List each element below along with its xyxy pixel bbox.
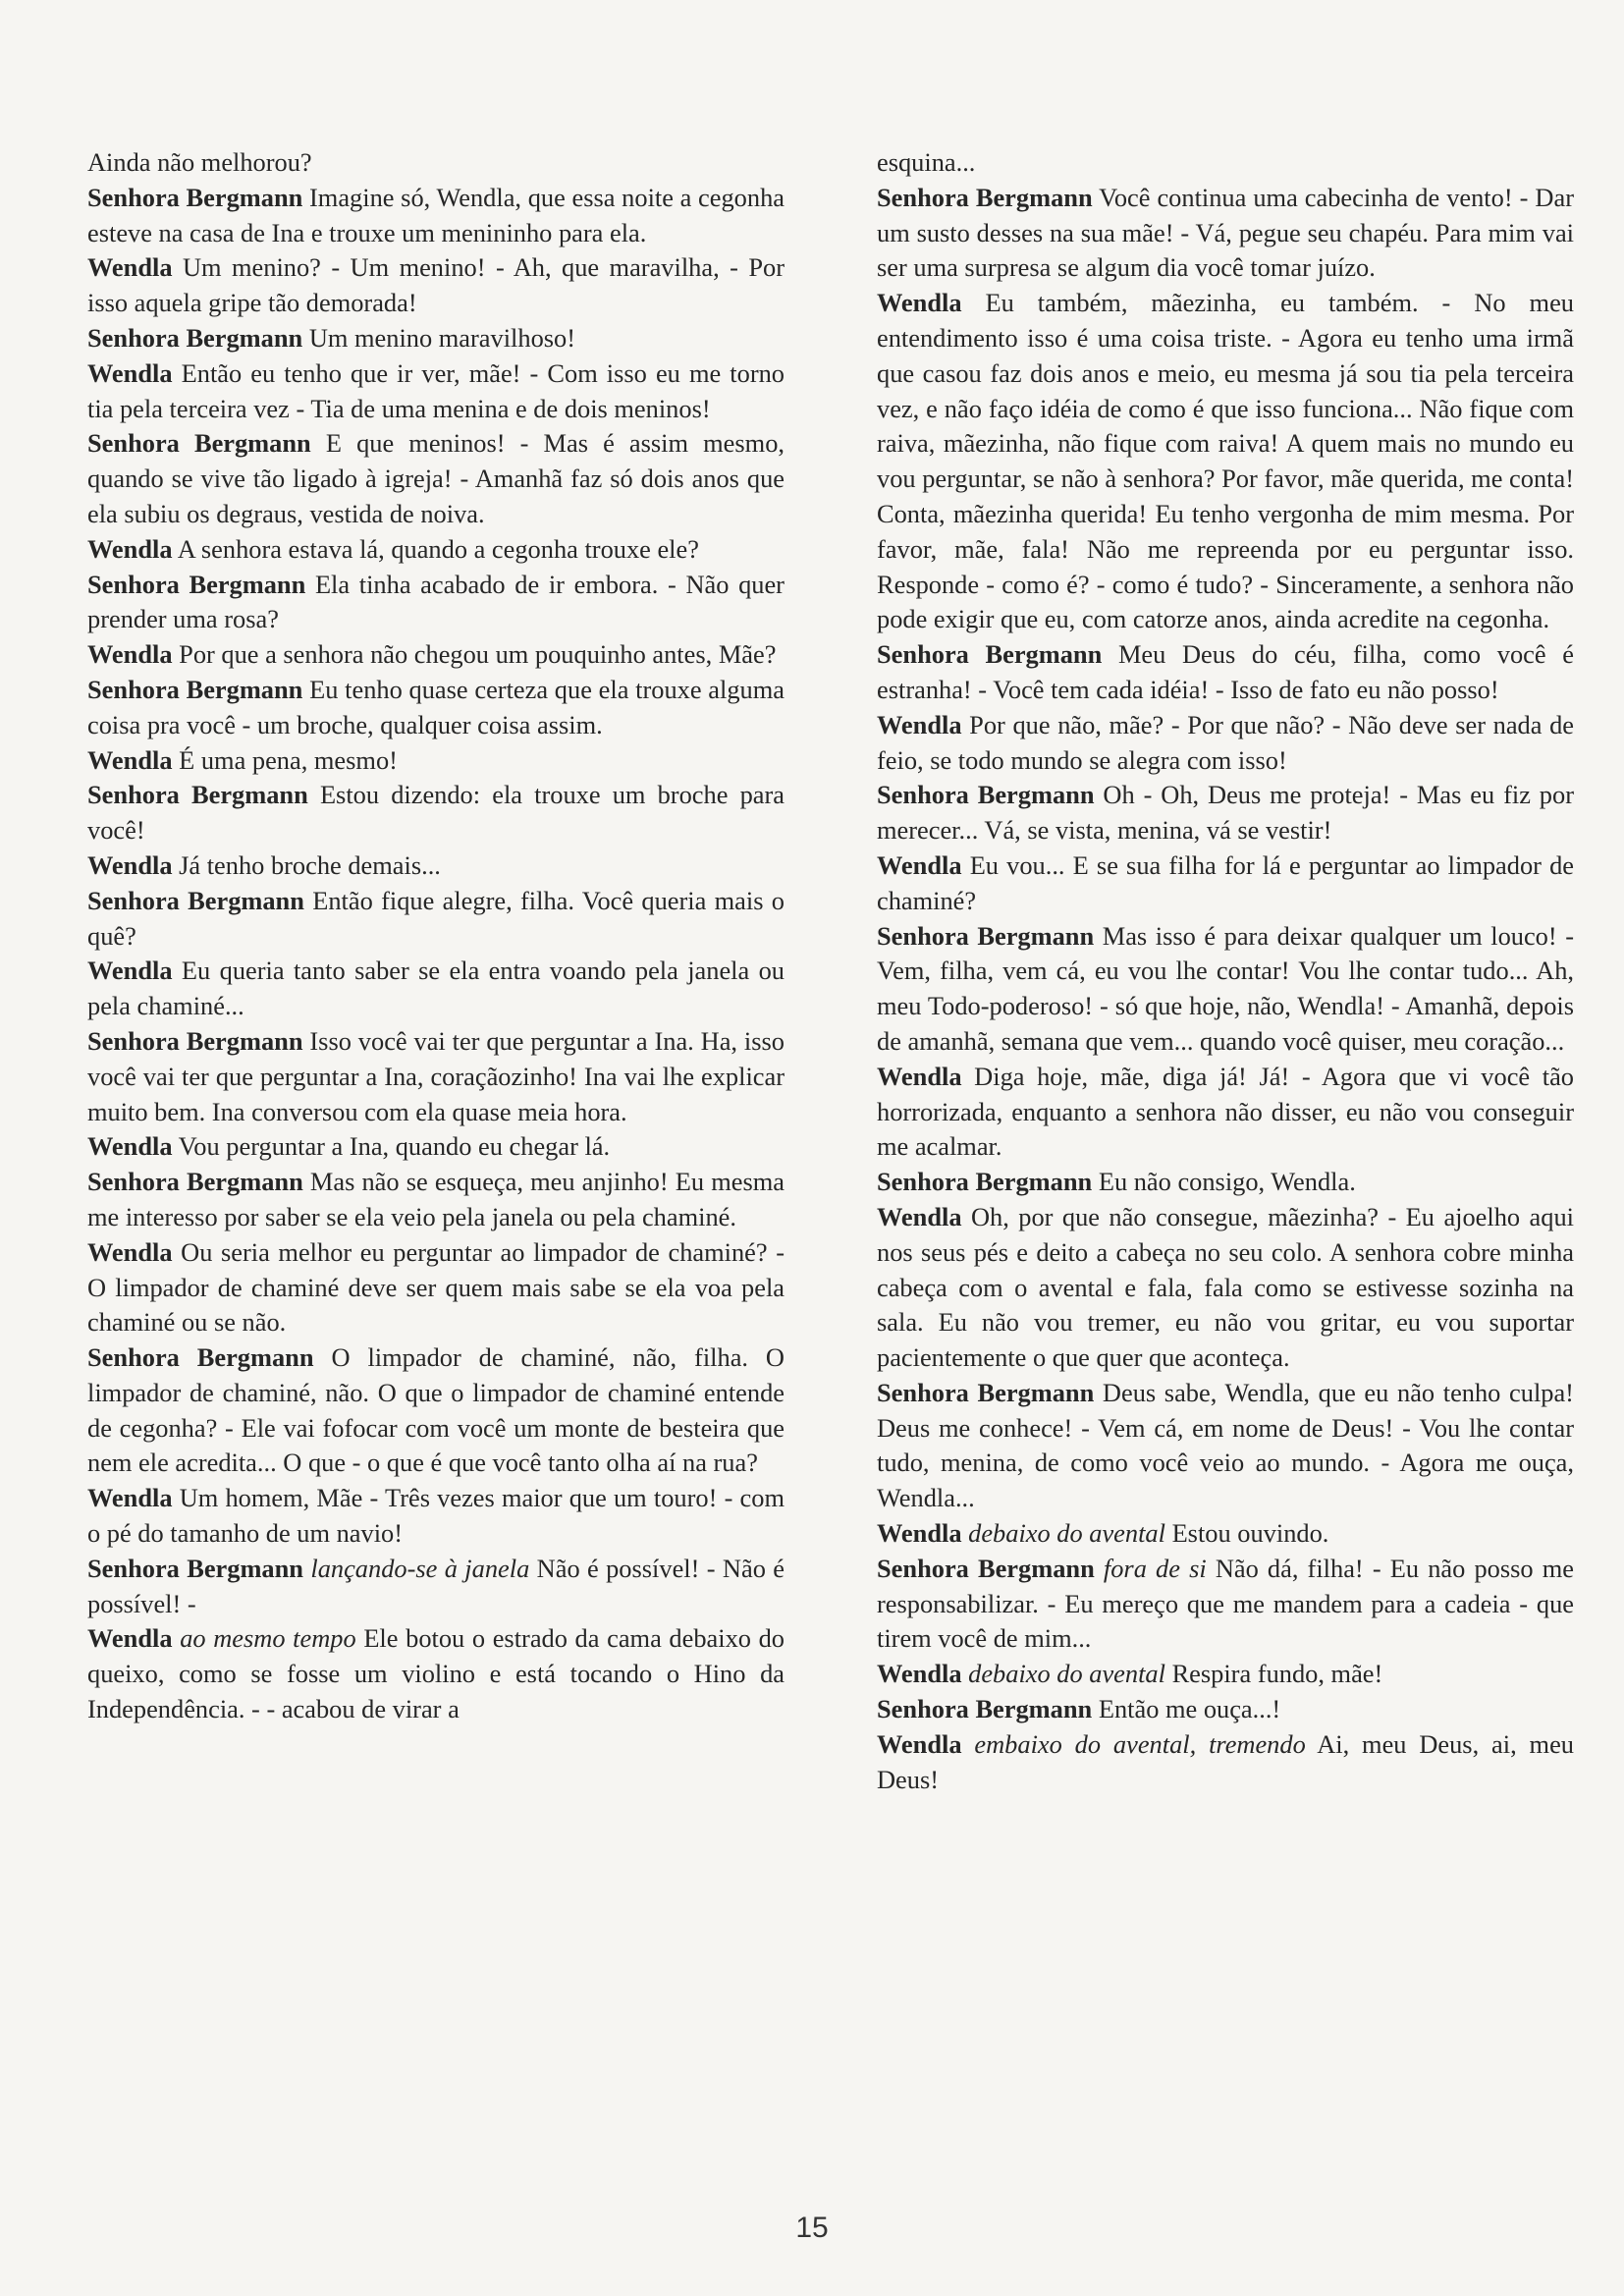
speaker-name: Wendla (877, 1201, 962, 1231)
dialogue-text: Ele botou o estrado da cama debaixo do queixo, como se fosse um violino e está tocando o Hino da Independência. - - acabou de virar a (87, 1623, 785, 1724)
speaker-name: Wendla (87, 1236, 173, 1267)
speaker-name: Wendla (87, 639, 173, 670)
speaker-name: Senhora Bergmann (87, 1025, 303, 1056)
stage-direction: embaixo do avental, tremendo (974, 1728, 1306, 1759)
dialogue-text: Mas isso é para deixar qualquer um louco! - Vem, filha, vem cá, eu vou lhe contar! Vou lhe contar tudo... Ah, meu Todo-poderoso! - só que hoje, não, Wendla! - Amanhã, depois de amanhã, semana que vem... quando você quiser, meu coração... (877, 920, 1574, 1056)
stage-direction: fora de si (1103, 1553, 1207, 1583)
speaker-name: Wendla (87, 956, 173, 986)
speaker-name: Wendla (877, 709, 962, 739)
dialogue-line (87, 954, 785, 1024)
speaker-name: Senhora Bergmann (87, 1342, 314, 1373)
speaker-name: Wendla (877, 1061, 962, 1091)
stage-direction: lançando-se à janela (310, 1553, 530, 1583)
dialogue-line (87, 145, 785, 181)
dialogue-line (877, 637, 1574, 708)
speaker-name: Wendla (877, 849, 962, 880)
dialogue-line (87, 356, 785, 427)
dialogue-text: Ela tinha acabado de ir embora. - Não quer prender uma rosa? (87, 569, 785, 634)
dialogue-line (877, 1727, 1574, 1798)
dialogue-text: esquina... (877, 147, 976, 177)
dialogue-text: Já tenho broche demais... (179, 849, 441, 880)
speaker-name: Senhora Bergmann (877, 1377, 1095, 1407)
dialogue-line (877, 1552, 1574, 1657)
speaker-name: Senhora Bergmann (87, 428, 311, 459)
stage-direction: ao mesmo tempo (180, 1623, 356, 1654)
speaker-name: Wendla (87, 252, 173, 283)
speaker-name: Wendla (87, 744, 173, 775)
dialogue-text: Isso você vai ter que perguntar a Ina. Ha, isso você vai ter que perguntar a Ina, coraçãozinho! Ina vai lhe explicar muito bem. Ina conversou com ela quase meia hora. (87, 1025, 785, 1126)
speaker-name: Wendla (87, 357, 173, 388)
page-number: 15 (795, 2212, 829, 2244)
right-column (877, 145, 1574, 1797)
dialogue-line (87, 778, 785, 848)
dialogue-text: Por que a senhora não chegou um pouquinho antes, Mãe? (179, 639, 777, 670)
dialogue-text: Um menino maravilhoso! (308, 322, 576, 353)
dialogue-text: Então fique alegre, filha. Você queria mais o quê? (87, 885, 785, 951)
dialogue-text: Então eu tenho que ir ver, mãe! - Com isso eu me torno tia pela terceira vez - Tia de uma menina e de dois meninos! (87, 357, 785, 423)
dialogue-line (877, 286, 1574, 637)
dialogue-text: Você continua uma cabecinha de vento! - Dar um susto desses na sua mãe! - Vá, pegue seu chapéu. Para mim vai ser uma surpresa se algum dia você tomar juízo. (877, 182, 1574, 283)
dialogue-text: Um homem, Mãe - Três vezes maior que um touro! - com o pé do tamanho de um navio! (87, 1483, 785, 1549)
dialogue-line (877, 708, 1574, 779)
dialogue-line (877, 145, 1574, 181)
dialogue-text: Eu queria tanto saber se ela entra voando pela janela ou pela chaminé... (87, 956, 785, 1021)
dialogue-text: E que meninos! - Mas é assim mesmo, quando se vive tão ligado à igreja! - Amanhã faz só dois anos que ela subiu os degraus, vestida de noiva. (87, 428, 785, 528)
left-column (87, 145, 785, 1727)
speaker-name: Senhora Bergmann (87, 674, 303, 704)
dialogue-text: Não é possível! - Não é possível! - (87, 1553, 785, 1618)
dialogue-line (87, 848, 785, 884)
speaker-name: Senhora Bergmann (877, 639, 1103, 670)
speaker-name: Senhora Bergmann (877, 1694, 1093, 1724)
dialogue-line (877, 919, 1574, 1060)
speaker-name: Wendla (877, 1518, 962, 1549)
dialogue-text: O limpador de chaminé, não, filha. O limpador de chaminé, não. O que o limpador de chaminé entende de cegonha? - Ele vai fofocar com você um monte de besteira que nem ele acredita... O que - o que é que você tanto olha aí na rua? (87, 1342, 785, 1478)
dialogue-line (87, 1024, 785, 1129)
speaker-name: Wendla (87, 1623, 173, 1654)
dialogue-text: Eu não consigo, Wendla. (1098, 1167, 1356, 1197)
dialogue-line (87, 743, 785, 779)
dialogue-text: Estou ouvindo. (1171, 1518, 1329, 1549)
speaker-name: Senhora Bergmann (877, 182, 1093, 212)
speaker-name: Senhora Bergmann (877, 1553, 1095, 1583)
dialogue-text: Imagine só, Wendla, que essa noite a cegonha esteve na casa de Ina e trouxe um menininho para ela. (87, 182, 785, 247)
dialogue-text: Deus sabe, Wendla, que eu não tenho culpa! Deus me conhece! - Vem cá, em nome de Deus! - Vou lhe contar tudo, menina, de como você veio ao mundo. - Agora me ouça, Wendla... (877, 1377, 1574, 1513)
dialogue-text: Oh, por que não consegue, mãezinha? - Eu ajoelho aqui nos seus pés e deito a cabeça no seu colo. A senhora cobre minha cabeça com o avental e fala, fala como se estivesse sozinha na sala. Eu não vou tremer, eu não vou gritar, eu vou suportar pacientemente o que quer que aconteça. (877, 1201, 1574, 1373)
dialogue-line (87, 1552, 785, 1622)
stage-direction: debaixo do avental (968, 1518, 1165, 1549)
dialogue-text: Não dá, filha! - Eu não posso me responsabilizar. - Eu mereço que me mandem para a cadeia - que tirem você de mim... (877, 1553, 1574, 1654)
dialogue-text: Respira fundo, mãe! (1171, 1659, 1383, 1689)
dialogue-line (877, 181, 1574, 286)
dialogue-text: Eu também, mãezinha, eu também. - No meu entendimento isso é uma coisa triste. - Agora eu tenho uma irmã que casou faz dois anos e meio, eu mesma já sou tia pela terceira vez, e não faço idéia de como é que isso funciona... Não fique com raiva, mãezinha, não fique com raiva! A quem mais no mundo eu vou perguntar, se não à senhora? Por favor, mãe querida, me conta! Conta, mãezinha querida! Eu tenho vergonha de mim mesma. Por favor, mãe, fala! Não me repreenda por eu perguntar isso. Responde - como é? - como é tudo? - Sinceramente, a senhora não pode exigir que eu, com catorze anos, ainda acredite na cegonha. (877, 288, 1574, 634)
dialogue-line (877, 1165, 1574, 1200)
speaker-name: Senhora Bergmann (87, 885, 304, 915)
dialogue-line (87, 532, 785, 568)
stage-direction: debaixo do avental (968, 1659, 1165, 1689)
dialogue-line (877, 1376, 1574, 1516)
speaker-name: Wendla (877, 1659, 962, 1689)
speaker-name: Senhora Bergmann (877, 920, 1095, 951)
dialogue-line (87, 426, 785, 531)
dialogue-line (87, 673, 785, 743)
dialogue-text: Mas não se esqueça, meu anjinho! Eu mesma me interesso por saber se ela veio pela janela ou pela chaminé. (87, 1167, 785, 1231)
speaker-name: Wendla (87, 1483, 173, 1513)
dialogue-text: Então me ouça...! (1098, 1694, 1281, 1724)
speaker-name: Wendla (87, 1131, 173, 1162)
dialogue-line (87, 637, 785, 673)
speaker-name: Senhora Bergmann (877, 1167, 1093, 1197)
dialogue-text: Por que não, mãe? - Por que não? - Não deve ser nada de feio, se todo mundo se alegra com isso! (877, 709, 1574, 775)
speaker-name: Senhora Bergmann (87, 569, 306, 599)
dialogue-text: Ai, meu Deus, ai, meu Deus! (877, 1728, 1574, 1794)
dialogue-line (87, 884, 785, 955)
dialogue-line (877, 1657, 1574, 1692)
dialogue-line (877, 778, 1574, 848)
speaker-name: Senhora Bergmann (87, 182, 303, 212)
speaker-name: Wendla (877, 288, 962, 318)
dialogue-line (877, 1516, 1574, 1552)
dialogue-text: É uma pena, mesmo! (179, 744, 398, 775)
dialogue-text: Oh - Oh, Deus me proteja! - Mas eu fiz por merecer... Vá, se vista, menina, vá se vestir! (877, 780, 1574, 846)
dialogue-text: A senhora estava lá, quando a cegonha trouxe ele? (177, 533, 699, 564)
dialogue-line (87, 1340, 785, 1481)
dialogue-text: Ainda não melhorou? (87, 147, 312, 177)
dialogue-line (87, 1129, 785, 1165)
dialogue-text: Um menino? - Um menino! - Ah, que maravilha, - Por isso aquela gripe tão demorada! (87, 252, 785, 318)
dialogue-text: Diga hoje, mãe, diga já! Já! - Agora que vi você tão horrorizada, enquanto a senhora não disser, eu não vou conseguir me acalmar. (877, 1061, 1574, 1162)
dialogue-line (87, 250, 785, 321)
dialogue-line (87, 1235, 785, 1340)
dialogue-line (87, 321, 785, 356)
dialogue-text: Meu Deus do céu, filha, como você é estranha! - Você tem cada idéia! - Isso de fato eu não posso! (877, 639, 1574, 704)
speaker-name: Wendla (87, 533, 173, 564)
dialogue-line (87, 568, 785, 638)
speaker-name: Senhora Bergmann (87, 322, 303, 353)
dialogue-line (877, 1060, 1574, 1165)
speaker-name: Senhora Bergmann (87, 780, 308, 810)
speaker-name: Senhora Bergmann (87, 1167, 303, 1197)
dialogue-text: Vou perguntar a Ina, quando eu chegar lá. (178, 1131, 611, 1162)
dialogue-text: Eu vou... E se sua filha for lá e perguntar ao limpador de chaminé? (877, 849, 1574, 915)
dialogue-line (87, 1621, 785, 1726)
speaker-name: Wendla (877, 1728, 962, 1759)
dialogue-line (87, 181, 785, 251)
dialogue-line (87, 1165, 785, 1235)
speaker-name: Senhora Bergmann (877, 780, 1095, 810)
dialogue-text: Ou seria melhor eu perguntar ao limpador de chaminé? - O limpador de chaminé deve ser quem mais sabe se ela voa pela chaminé ou se não. (87, 1236, 785, 1338)
dialogue-line (877, 848, 1574, 919)
dialogue-line (877, 1200, 1574, 1376)
dialogue-text: Eu tenho quase certeza que ela trouxe alguma coisa pra você - um broche, qualquer coisa assim. (87, 674, 785, 739)
dialogue-line (87, 1481, 785, 1552)
dialogue-line (877, 1692, 1574, 1727)
speaker-name: Wendla (87, 849, 173, 880)
speaker-name: Senhora Bergmann (87, 1553, 303, 1583)
dialogue-text: Estou dizendo: ela trouxe um broche para você! (87, 780, 785, 846)
